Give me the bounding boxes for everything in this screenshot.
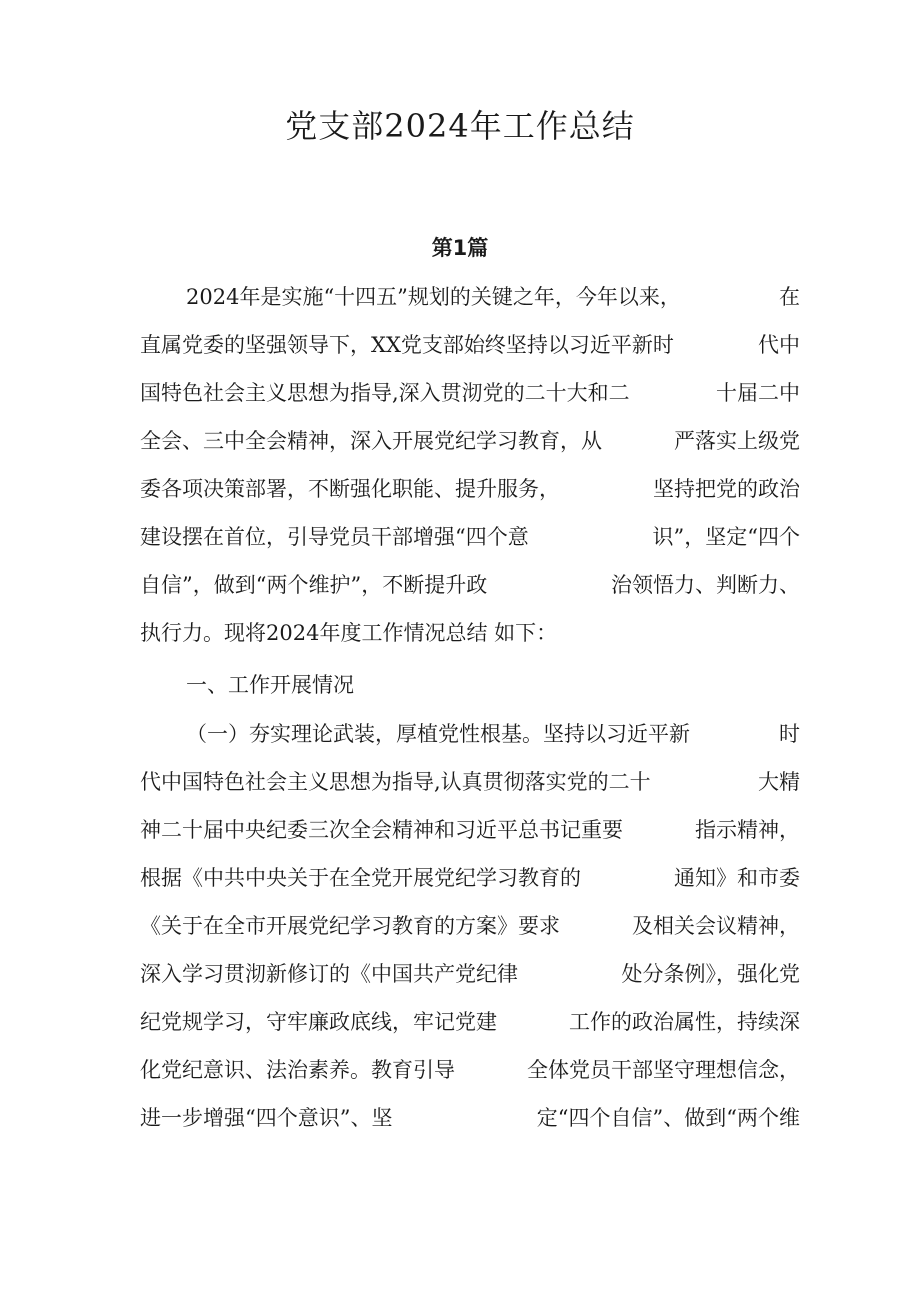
text-segment: 委各项决策部署，不断强化职能、提升服务，: [140, 477, 560, 501]
paragraph-line: [140, 1050, 800, 1090]
section-heading: [140, 665, 800, 705]
document-title: 党支部2024年工作总结: [285, 107, 635, 145]
text-segment: 在: [779, 285, 800, 309]
paragraph-line: [140, 469, 800, 509]
paragraph-line: [140, 906, 800, 946]
paragraph-line: [140, 565, 800, 605]
text-segment: 及相关会议精神，: [632, 914, 800, 938]
text-segment: 国特色社会主义思想为指导,深入贯沏党的二十大和二: [140, 381, 630, 405]
text-segment: 坚持把党的政治: [653, 477, 800, 501]
text-segment: 深入学习贯沏新修订的《中国共产党纪律: [140, 962, 518, 986]
text-segment: 直属党委的坚强领导下，XX党支部始终坚持以习近平新时: [140, 333, 674, 357]
text-segment: 时: [779, 722, 800, 746]
text-segment: 识”，坚定“四个: [652, 525, 800, 549]
paragraph-line: [140, 421, 800, 461]
paragraph-line: [140, 325, 800, 365]
text-segment: 处分条例》，强化党: [621, 962, 800, 986]
text-segment: 严落实上级党: [674, 429, 800, 453]
text-segment: 十届二中: [716, 381, 800, 405]
text-segment: 治领悟力、判断力、: [611, 573, 800, 597]
paragraph-line: [140, 613, 800, 653]
text-segment: 根据《中共中央关于在全党开展党纪学习教育的: [140, 866, 581, 890]
paragraph-line: [140, 1098, 800, 1138]
text-segment: 代中国特色社会主义思想为指导,认真贯彻落实党的二十: [140, 770, 651, 794]
text-segment: 全体党员干部坚守理想信念，: [527, 1058, 800, 1082]
text-segment: 定“四个自信”、做到“两个维: [536, 1106, 800, 1130]
text-segment: 指示精神，: [695, 818, 800, 842]
text-segment: 化党纪意识、法治素养。教育引导: [140, 1058, 455, 1082]
text-segment: 自信”，做到“两个维护”，不断提升政: [140, 573, 488, 597]
paragraph-line: [140, 762, 800, 802]
paragraph-line: [140, 517, 800, 557]
section-heading-text: 一、工作开展情况: [186, 673, 354, 697]
text-segment: 大精: [758, 770, 800, 794]
paragraph-line: [140, 954, 800, 994]
text-segment: 纪党规学习，守牢廉政底线，牢记党建: [140, 1010, 497, 1034]
text-segment: 建设摆在首位，引导党员干部增强“四个意: [140, 525, 529, 549]
text-segment: 工作的政治属性，持续深: [569, 1010, 800, 1034]
text-segment: 2024年是实施“十四五”规划的关键之年，今年以来，: [186, 285, 681, 309]
text-segment: 全会、三中全会精神，深入开展党纪学习教育，从: [140, 429, 602, 453]
text-segment: 通知》和市委: [674, 866, 800, 890]
text-segment: 代中: [758, 333, 800, 357]
paragraph-line: [140, 1002, 800, 1042]
text-segment: 执行力。现将2024年度工作情况总结 如下：: [140, 621, 558, 645]
paragraph-line: [140, 277, 800, 317]
text-segment: 《关于在全市开展党纪学习教育的方案》要求: [140, 914, 560, 938]
chapter-heading: 第1篇: [431, 236, 489, 260]
text-segment: 神二十届中央纪委三次全会精神和习近平总书记重要: [140, 818, 623, 842]
text-segment: 进一步增强“四个意识”、坚: [140, 1106, 393, 1130]
paragraph-line: [140, 858, 800, 898]
paragraph-line: [140, 714, 800, 754]
text-segment: （一）夯实理论武装，厚植党性根基。坚持以习近平新: [186, 722, 690, 746]
paragraph-line: [140, 810, 800, 850]
paragraph-line: [140, 373, 800, 413]
